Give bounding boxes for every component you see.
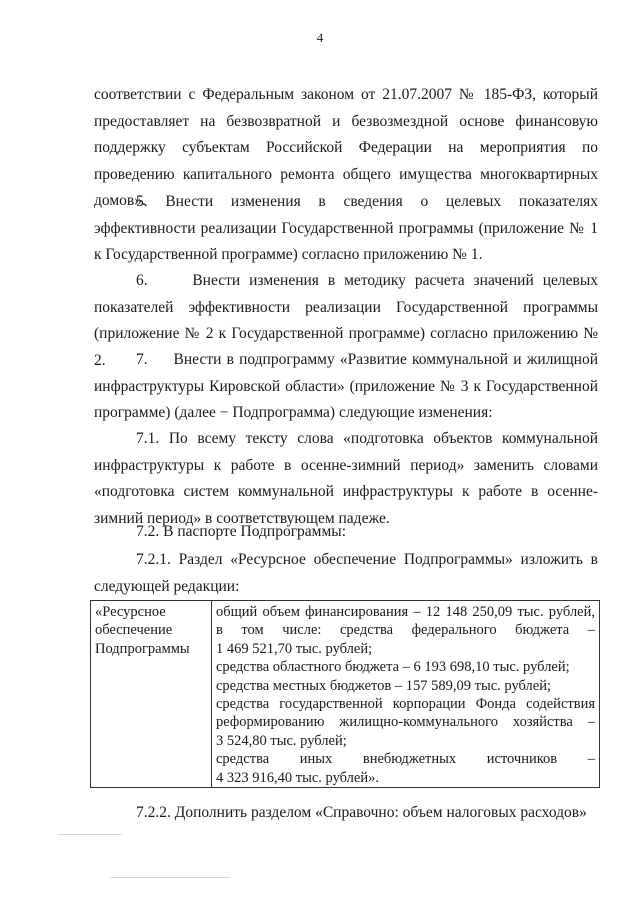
page-number: 4 <box>316 30 324 45</box>
table-line-9: средства иных внебюджетных источников – <box>216 751 595 768</box>
table-line-7: реформированию жилищно-коммунального хозяйства – <box>216 714 595 731</box>
table-left-cell: «Ресурсное обеспечение Подпрограммы <box>91 601 212 787</box>
paragraph-item-5: 5. Внести изменения в сведения о целевых показателях эффективности реализации Государственной программы (приложение № 1 к Государственной программе) согласно приложению № 1. <box>94 193 598 263</box>
table-line-5: средства местных бюджетов – 157 589,09 тыс. рублей; <box>216 677 552 694</box>
table-line-3: 1 469 521,70 тыс. рублей; <box>216 640 373 657</box>
scan-artifact <box>58 834 122 835</box>
table-line-4: средства областного бюджета – 6 193 698,10 тыс. рублей; <box>216 659 570 676</box>
table-line-2: в том числе: средства федерального бюджета – <box>216 622 595 639</box>
paragraph-item-6: 6. Внести изменения в методику расчета значений целевых показателей эффективности реализации Государственной программы (приложение № 2 к Государственной программе) согласно приложению № 2. <box>94 272 598 369</box>
paragraph-continuation: соответствии с Федеральным законом от 21.07.2007 № 185-ФЗ, который предоставляет на безвозвратной и безвозмездной основе финансовую поддержку субъектам Российской Федерации на мероприятия по проведению капитального ремонта общего имущества многоквартирных домов». <box>94 86 598 209</box>
paragraph-item-7-1: 7.1. По всему тексту слова «подготовка объектов коммунальной инфраструктуры к работе в осенне-зимний период» заменить словами «подготовка систем коммунальной инфраструктуры к работе в осенне-зимний период» в соответствующем падеже. <box>94 430 598 527</box>
table-line-6: средства государственной корпорации Фонда содействия <box>216 696 595 713</box>
table-right-cell <box>212 601 600 787</box>
scan-artifact <box>110 877 230 878</box>
paragraph-item-7-2-1: 7.2.1. Раздел «Ресурсное обеспечение Подпрограммы» изложить в следующей редакции: <box>94 551 598 595</box>
paragraph-item-7-2-2: 7.2.2. Дополнить разделом «Справочно: объем налоговых расходов» <box>136 804 587 821</box>
table-line-1: общий объем финансирования – 12 148 250,09 тыс. рублей, <box>216 604 595 620</box>
paragraph-item-7: 7. Внести в подпрограмму «Развитие коммунальной и жилищной инфраструктуры Кировской области» (приложение № 3 к Государственной программе) (далее − Подпрограмма) следующие изменения: <box>94 351 598 421</box>
resource-table <box>90 600 600 788</box>
paragraph-item-7-2: 7.2. В паспорте Подпрограммы: <box>136 523 347 540</box>
table-line-10: 4 323 916,40 тыс. рублей». <box>216 769 379 786</box>
table-line-8: 3 524,80 тыс. рублей; <box>216 732 347 749</box>
